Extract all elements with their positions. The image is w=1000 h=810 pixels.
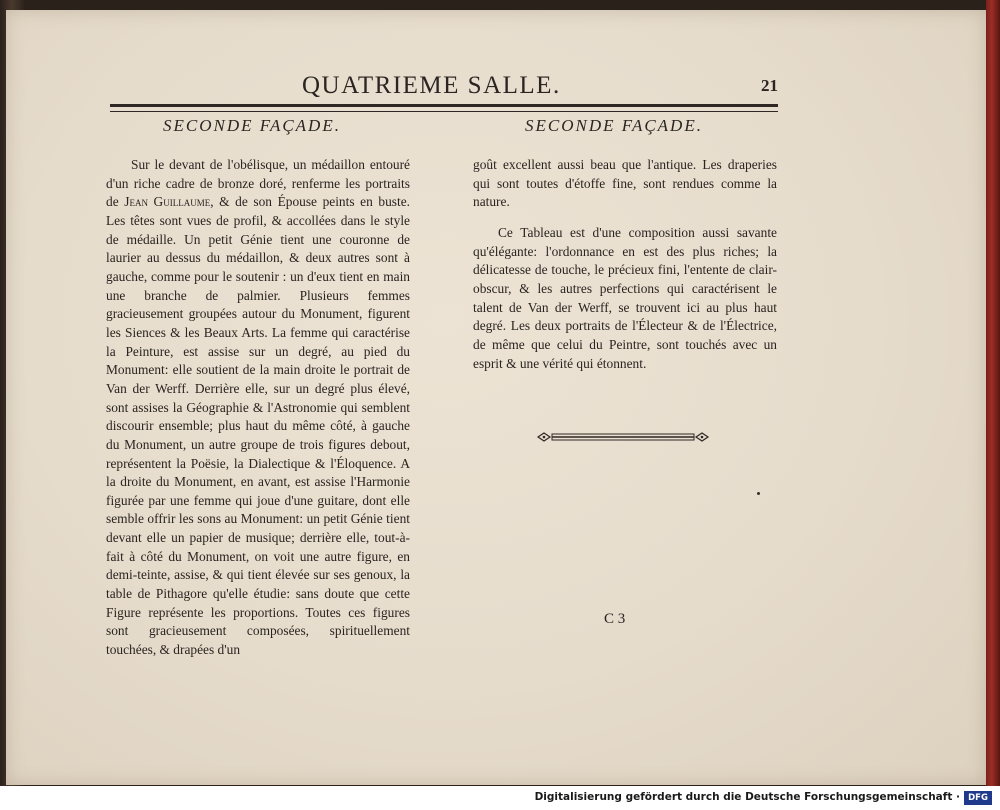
ornamental-rule [536, 430, 710, 444]
right-text-column [473, 156, 777, 373]
ink-speck [757, 492, 760, 495]
paragraph-text: Sur le devant de l'obélisque, un médaillon entouré d'un riche cadre de bronze doré, renferme les portraits de [106, 157, 410, 210]
right-paragraph: Ce Tableau est d'une composition aussi savante qu'élégante: l'ordonnance en est des plus riches; la délicatesse de touche, le précieux fini, l'entente de clair-obscur, & les autres perfections qui caractérisent le talent de Van der Werff, se trouvent ici au plus haut degré. Les deux portraits de l'Électeur & de l'Électrice, de même que celui du Peintre, sont touchés avec un esprit & une vérité qui étonnent. [473, 224, 777, 371]
dfg-logo-icon: DFG [964, 791, 992, 805]
page-number: 21 [761, 76, 778, 95]
left-paragraph [106, 156, 410, 660]
page-header [110, 70, 778, 104]
funding-credit: Digitalisierung gefördert durch die Deutsche Forschungsgemeinschaft · [534, 791, 960, 803]
paragraph-text: , & de son Épouse peints en buste. Les têtes sont vues de profil, & accollées dans le style de médaille. Un petit Génie tient une couronne de laurier au dessus du médaillon, & deux autres sont à gauche, comme pour le soutenir : un d'eux tient en main une branche de palmier. Plusieurs femmes gracieusement groupées autour du Monument, figurent les Siences & les Beaux Arts. La femme qui caractérise la Peinture, est assise sur un degré, au pied du Monument: elle soutient de la main droite le portrait de Van der Werff. Derrière elle, sur un degré plus élevé, sont assises la Géographie & l'Astronomie qui semblent discourir ensemble; plus haut du même côté, à gauche du Monument, un autre groupe de trois figures debout, représentent la Poësie, la Dialectique & l'Éloquence. A la droite du Monument, en avant, est assise l'Harmonie figurée par une femme qui joue d'une guitare, dont elle semble offrir les sons au Monument: un petit Génie tient devant elle un papier de musique; derrière elle, tout-à-fait à côté du Monument, on voit une autre figure, en demi-teinte, assise, & qui tient élevée sur ses genoux, la table de Pithagore qu'elle étudie: sans doute que cette Figure représente les proportions. Toutes ces figures sont gracieusement composées, spirituellement touchées, & drapées d'un [106, 194, 410, 658]
proper-name: Jean Guillaume [124, 194, 211, 210]
running-title: QUATRIEME SALLE. [302, 72, 561, 99]
left-text-column [106, 156, 410, 660]
header-double-rule [110, 104, 778, 112]
left-column-heading: SECONDE FAÇADE. [163, 116, 341, 135]
right-column-heading: SECONDE FAÇADE. [525, 116, 703, 135]
digitization-footer [0, 786, 1000, 810]
book-binding-edge [986, 0, 1000, 790]
right-paragraph-continued: goût excellent aussi beau que l'antique. Les draperies qui sont toutes d'étoffe fine, sont rendues comme la nature. [473, 157, 777, 210]
signature-mark: C 3 [604, 611, 626, 627]
